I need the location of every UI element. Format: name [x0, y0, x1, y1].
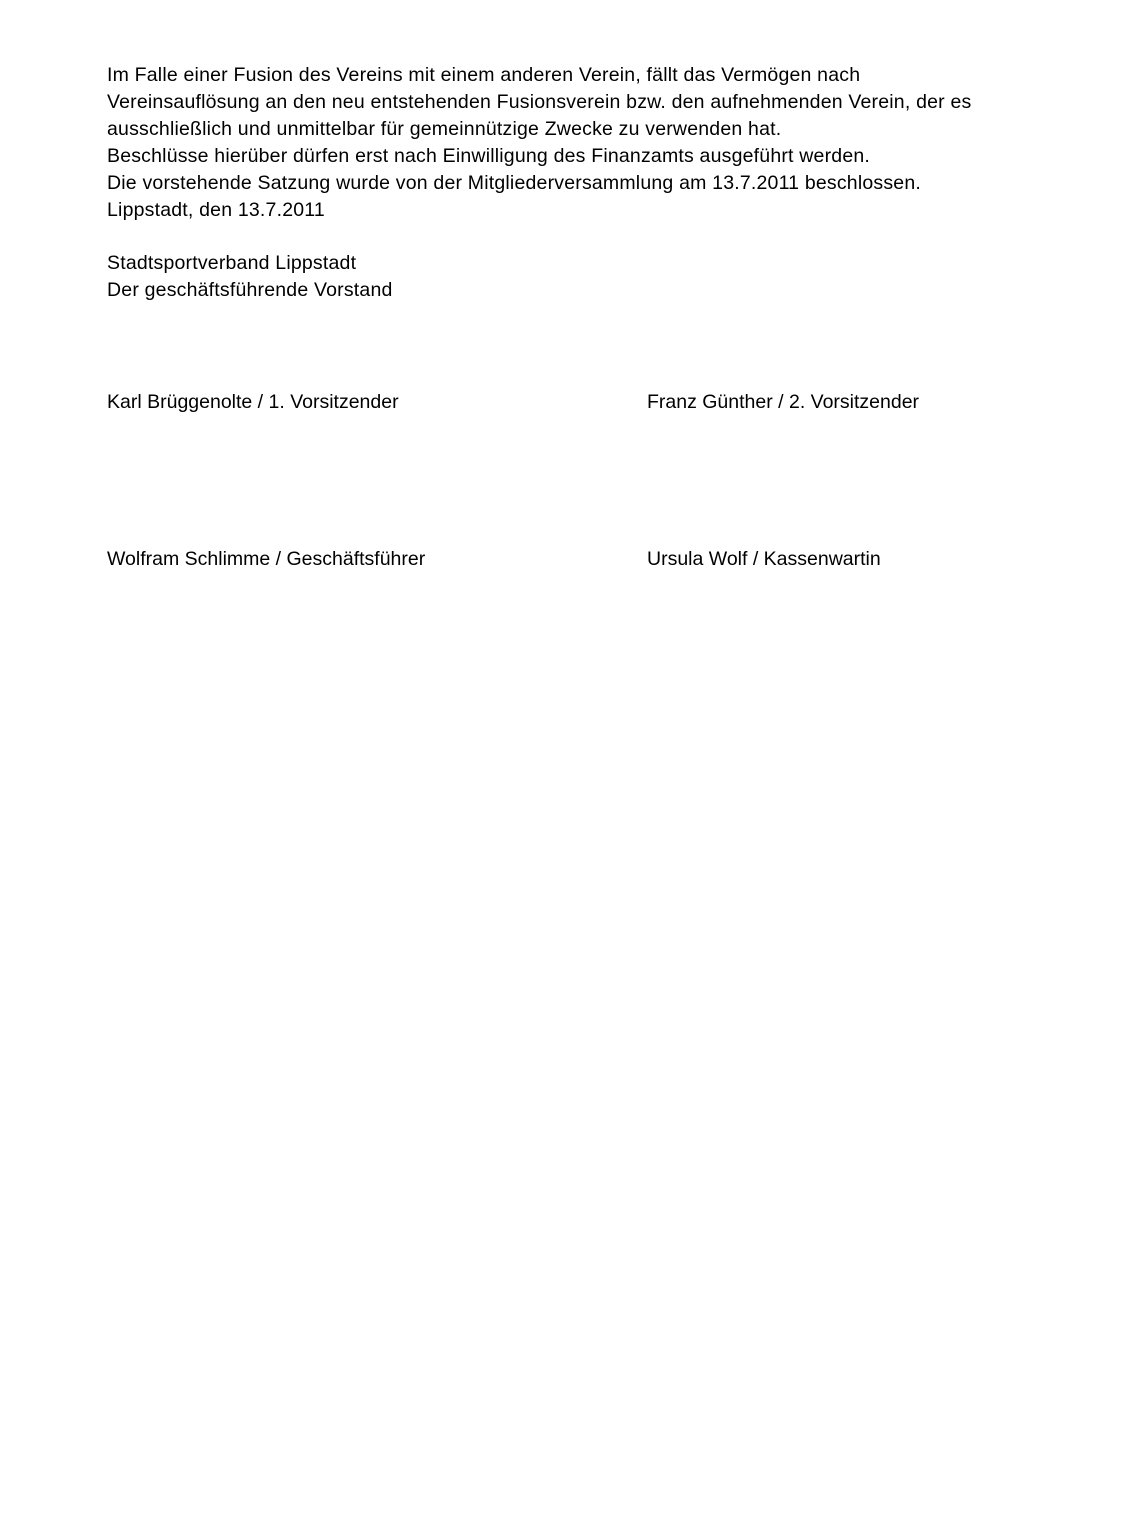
signature-block-header — [107, 250, 1037, 304]
verband-gremium: Der geschäftsführende Vorstand — [107, 279, 393, 301]
document-body — [107, 62, 1037, 573]
paragraph-beschluesse: Beschlüsse hierüber dürfen erst nach Einwilligung des Finanzamts ausgeführt werden. — [107, 145, 871, 167]
paragraph-fusion: Im Falle einer Fusion des Vereins mit einem anderen Verein, fällt das Vermögen nach Vereinsauflösung an den neu entstehenden Fusionsverein bzw. den aufnehmenden Verein, der es ausschließlich und unmittelbar für gemeinnützige Zwecke zu verwenden hat. — [107, 64, 978, 140]
signature-row — [107, 546, 1037, 573]
signatory-2-vorsitzender: Franz Günther / 2. Vorsitzender — [647, 391, 920, 413]
signatory-kassenwartin: Ursula Wolf / Kassenwartin — [647, 548, 881, 570]
signatory-geschaeftsfuehrer: Wolfram Schlimme / Geschäftsführer — [107, 548, 426, 570]
paragraph-ort-datum: Lippstadt, den 13.7.2011 — [107, 199, 325, 221]
signature-row — [107, 389, 1037, 416]
paragraph-satzung-beschlossen: Die vorstehende Satzung wurde von der Mitgliederversammlung am 13.7.2011 beschlossen. — [107, 172, 921, 194]
verband-name: Stadtsportverband Lippstadt — [107, 252, 357, 274]
signature-section — [107, 389, 1037, 573]
signatory-1-vorsitzender: Karl Brüggenolte / 1. Vorsitzender — [107, 391, 399, 413]
